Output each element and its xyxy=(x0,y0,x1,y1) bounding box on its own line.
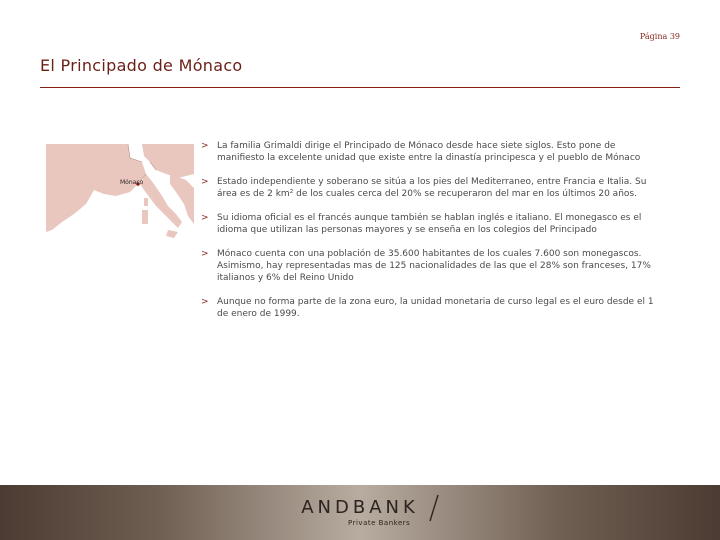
title-block xyxy=(40,56,680,88)
bullet-list xyxy=(201,140,661,332)
list-item xyxy=(201,248,661,284)
footer-bar xyxy=(0,485,720,540)
bullet-marker: > xyxy=(201,177,209,187)
bullet-marker: > xyxy=(201,297,209,307)
bullet-marker: > xyxy=(201,141,209,151)
logo-wordmark: ANDBANK xyxy=(301,497,419,518)
europe-map-image xyxy=(46,144,194,244)
andbank-logo xyxy=(0,497,720,527)
list-item xyxy=(201,176,661,200)
bullet-marker: > xyxy=(201,213,209,223)
list-item xyxy=(201,296,661,320)
logo-tagline: Private Bankers xyxy=(348,519,411,527)
bullet-text: Aunque no forma parte de la zona euro, la unidad monetaria de curso legal es el euro desde el 1 de enero de 1999. xyxy=(217,297,654,319)
list-item xyxy=(201,212,661,236)
page-title: El Principado de Mónaco xyxy=(40,56,243,75)
bullet-text: Su idioma oficial es el francés aunque también se hablan inglés e italiano. El monegasco es el idioma que utilizan las personas mayores y se enseña en los colegios del Principado xyxy=(217,213,642,235)
title-divider xyxy=(40,87,680,88)
map-label: Mónaco xyxy=(120,179,144,186)
bullet-marker: > xyxy=(201,249,209,259)
page-number: Página 39 xyxy=(639,32,680,41)
map-sardinia xyxy=(142,210,148,224)
bullet-text: La familia Grimaldi dirige el Principado de Mónaco desde hace siete siglos. Esto pone de manifiesto la excelente unidad que existe entre la dinastía principesca y el pueblo de Mónaco xyxy=(217,141,641,163)
logo-slash-icon xyxy=(422,493,446,523)
list-item xyxy=(201,140,661,164)
map-corsica xyxy=(144,198,148,206)
bullet-text: Mónaco cuenta con una población de 35.600 habitantes de los cuales 7.600 son monegascos. Asimismo, hay representadas mas de 125 nacionalidades de las que el 28% son franceses, 17% italianos y 6% del Reino Unido xyxy=(217,249,651,283)
bullet-text: Estado independiente y soberano se sitúa a los pies del Mediterraneo, entre Francia e Italia. Su área es de 2 km² de los cuales cerca del 20% se recuperaron del mar en los últimos 20 años. xyxy=(217,177,647,199)
